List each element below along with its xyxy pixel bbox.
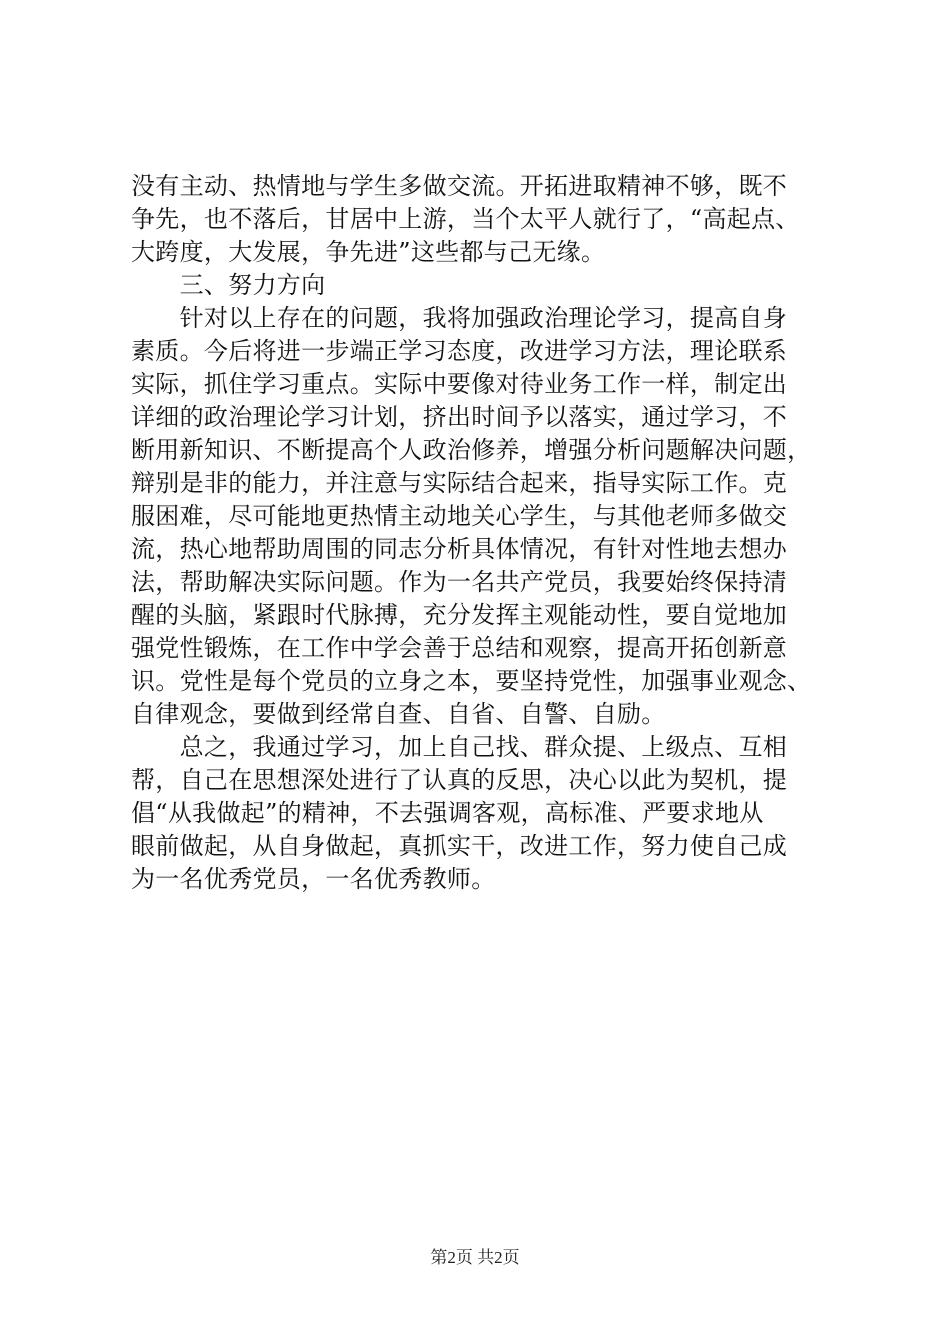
text-line: 断用新知识、不断提高个人政治修养，增强分析问题解决问题， [131,436,812,464]
page-number-footer: 第2页 共2页 [430,1248,520,1267]
text-line: 总之，我通过学习，加上自己找、群众提、上级点、互相 [131,733,788,761]
text-line: 强党性锻炼，在工作中学会善于总结和观察，提高开拓创新意 [131,634,788,662]
text-line: 实际，抓住学习重点。实际中要像对待业务工作一样，制定出 [131,370,788,398]
text-line: 流，热心地帮助周围的同志分析具体情况，有针对性地去想办 [131,535,788,563]
section-heading: 三、努力方向 [131,271,326,299]
text-line: 为一名优秀党员，一名优秀教师。 [131,865,496,893]
text-line: 辩别是非的能力，并注意与实际结合起来，指导实际工作。克 [131,469,788,497]
text-line: 针对以上存在的问题，我将加强政治理论学习，提高自身 [131,304,788,332]
text-line: 倡“从我做起”的精神，不去强调客观，高标准、严要求地从 [131,799,764,827]
text-line: 素质。今后将进一步端正学习态度，改进学习方法，理论联系 [131,337,788,365]
text-line: 争先，也不落后，甘居中上游，当个太平人就行了，“高起点、 [131,205,800,233]
text-line: 法，帮助解决实际问题。作为一名共产党员，我要始终保持清 [131,568,788,596]
text-line: 自律观念，要做到经常自查、自省、自警、自励。 [131,700,666,728]
text-line: 眼前做起，从自身做起，真抓实干，改进工作，努力使自己成 [131,832,788,860]
text-line: 详细的政治理论学习计划，挤出时间予以落实，通过学习，不 [131,403,788,431]
text-line: 没有主动、热情地与学生多做交流。开拓进取精神不够，既不 [131,172,788,200]
text-line: 醒的头脑，紧跟时代脉搏，充分发挥主观能动性，要自觉地加 [131,601,788,629]
document-body [131,170,851,896]
text-line: 识。党性是每个党员的立身之本，要坚持党性，加强事业观念、 [131,667,812,695]
text-line: 服困难，尽可能地更热情主动地关心学生，与其他老师多做交 [131,502,788,530]
text-line: 大跨度，大发展，争先进”这些都与己无缘。 [131,238,606,266]
text-line: 帮，自己在思想深处进行了认真的反思，决心以此为契机，提 [131,766,788,794]
